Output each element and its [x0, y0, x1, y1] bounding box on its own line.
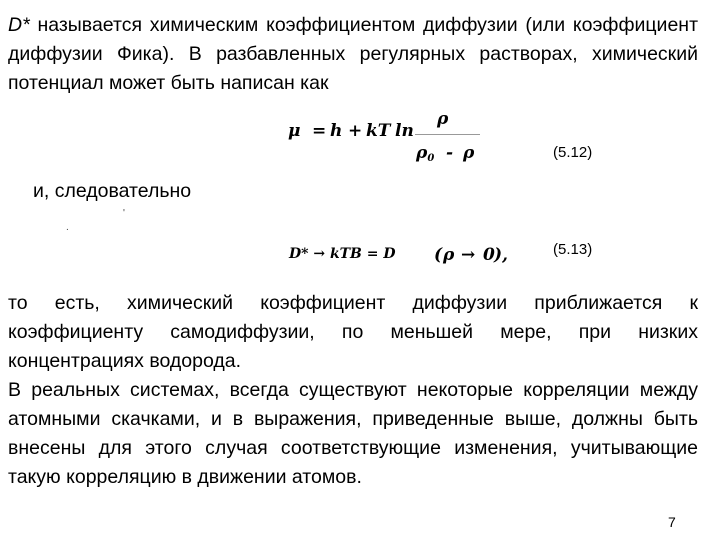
eq1-number: (5.12)	[553, 144, 593, 161]
eq1-fraction-line	[415, 134, 480, 135]
paragraph-2: то есть, химический коэффициент диффузии приближается к коэффициенту самодиффузии, по меньшей мере, при низких концентрациях водорода.	[8, 292, 698, 372]
eq2-cond-close: ),	[494, 245, 508, 265]
eq2-number: (5.13)	[553, 241, 593, 258]
eq1-den-rho: $\rho_0$	[416, 143, 435, 164]
intro-text: называется химическим коэффициентом диффузии (или коэффициент диффузии Фика). В разбавленных регулярных растворах, химический потенциал может быть написан как	[8, 14, 698, 94]
eq1-kt: kT	[366, 121, 391, 141]
eq1-equals: =	[312, 121, 327, 141]
eq2-cond-open: (	[434, 245, 443, 265]
eq1-plus: +	[348, 121, 363, 141]
eq2-lhs: D* → kTB = D	[289, 246, 396, 262]
eq2-cond-arrow: →	[461, 245, 476, 265]
eq1-h: h	[330, 121, 343, 141]
connector-text: и, следовательно	[33, 180, 192, 202]
d-star-symbol: D*	[8, 14, 30, 36]
intro-paragraph	[8, 11, 698, 98]
page-number: 7	[668, 514, 676, 530]
eq1-ln: ln	[395, 121, 414, 141]
eq1-numerator: ρ	[437, 109, 449, 129]
eq1-den-minus: -	[446, 143, 454, 163]
eq1-den-rho2: ρ	[463, 143, 475, 163]
stray-mark: '	[123, 208, 125, 219]
eq1-mu: μ	[288, 121, 301, 141]
eq2-cond-rho: ρ	[443, 245, 455, 265]
stray-mark: .	[66, 222, 69, 233]
paragraph-3: В реальных системах, всегда существуют некоторые корреляции между атомными скачками, и в выражения, приведенные выше, должны быть внесены для этого случая соответствующие изменения, учитывающие такую корреляцию в движении атомов.	[8, 379, 698, 488]
eq2-cond-zero: 0	[483, 245, 495, 265]
